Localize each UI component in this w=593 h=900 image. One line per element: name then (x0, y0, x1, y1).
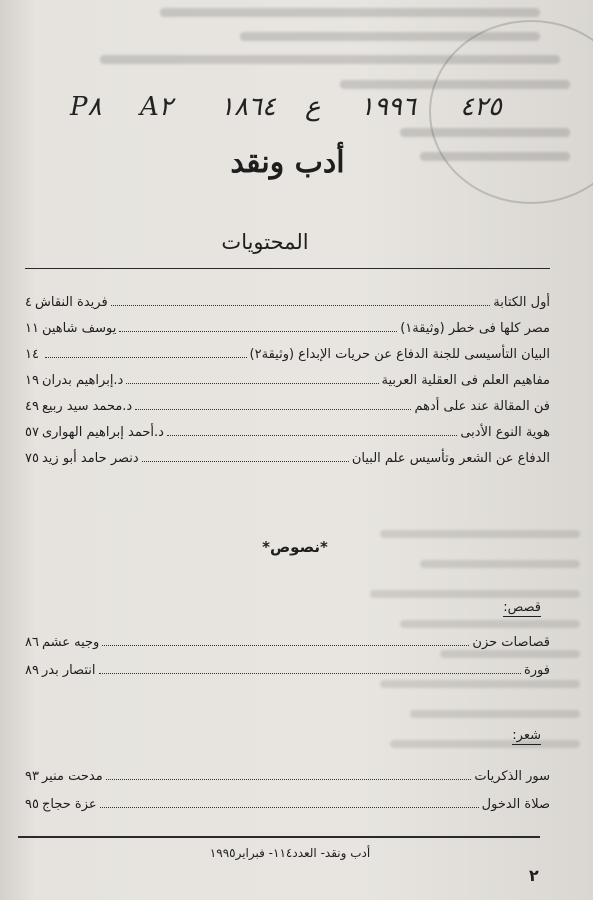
poem-title: صلاة الدخول (481, 797, 550, 812)
toc-entry[interactable] (25, 340, 550, 362)
poetry-label: شعر: (512, 728, 541, 743)
handwritten-mark: ع (305, 92, 321, 122)
leader-dots (119, 331, 397, 332)
handwritten-mark: ١٩٩٦ (360, 92, 416, 122)
toc-entry[interactable] (25, 288, 550, 310)
handwritten-mark: ٤٢٥ (460, 92, 502, 122)
story-entry[interactable] (25, 656, 550, 678)
toc-entry[interactable] (25, 392, 550, 414)
issue-footer: أدب ونقد- العدد١١٤- فبراير١٩٩٥ (209, 846, 371, 860)
story-entry[interactable] (25, 628, 550, 650)
footer-divider (18, 836, 540, 838)
toc-title: فن المقالة عند على أدهم (414, 399, 550, 414)
poem-page: ٩٣ (25, 769, 39, 784)
contents-title: المحتويات (221, 230, 309, 254)
poem-entry[interactable] (25, 762, 550, 784)
story-author: انتصار بدر (41, 663, 96, 678)
handwritten-catalog-note (70, 92, 540, 132)
leader-dots (167, 435, 457, 436)
leader-dots (99, 673, 521, 674)
leader-dots (45, 357, 247, 358)
toc-title: هوية النوع الأدبى (460, 425, 550, 440)
toc-title: البيان التأسيسى للجنة الدفاع عن حريات الإبداع (وثيقة٢) (249, 347, 550, 362)
toc-author: فريدة النقاش (34, 295, 108, 310)
toc-page: ٧٥ (25, 451, 39, 466)
toc-title: أول الكتابة (493, 295, 550, 310)
toc-page: ١٤ (25, 347, 39, 362)
handwritten-mark: ١٨٦٤ (220, 92, 276, 122)
story-page: ٨٩ (25, 663, 39, 678)
handwritten-mark: P٨ (70, 92, 102, 122)
leader-dots (102, 645, 469, 646)
stories-list (25, 628, 550, 688)
toc-page: ٤٩ (25, 399, 39, 414)
poem-entry[interactable] (25, 790, 550, 812)
story-title: فورة (523, 663, 550, 678)
divider (25, 268, 550, 269)
leader-dots (111, 305, 491, 306)
story-author: وجيه عشم (41, 635, 100, 650)
toc-page: ٥٧ (25, 425, 39, 440)
leader-dots (126, 383, 378, 384)
toc-entry[interactable] (25, 418, 550, 440)
magazine-logo: أدب ونقد (230, 145, 345, 180)
toc-entry[interactable] (25, 366, 550, 388)
toc-title: مفاهيم العلم فى العقلية العربية (381, 373, 550, 388)
handwritten-mark: A٢ (140, 92, 173, 122)
toc-title: الدفاع عن الشعر وتأسيس علم البيان (351, 451, 550, 466)
leader-dots (100, 807, 479, 808)
poem-author: عزة حجاج (41, 797, 97, 812)
toc-page: ٤ (25, 295, 32, 310)
toc-entry[interactable] (25, 314, 550, 336)
story-page: ٨٦ (25, 635, 39, 650)
toc-author: د.إبراهيم بدران (41, 373, 124, 388)
toc-author: د.أحمد إبراهيم الهوارى (41, 425, 164, 440)
poem-title: سور الذكريات (474, 769, 550, 784)
poetry-list (25, 762, 550, 822)
toc-author: يوسف شاهين (41, 321, 117, 336)
story-title: قصاصات حزن (472, 635, 550, 650)
leader-dots (106, 779, 472, 780)
poem-page: ٩٥ (25, 797, 39, 812)
table-of-contents (25, 288, 550, 488)
texts-section-title: *نصوص* (262, 538, 328, 556)
page-number: ٢ (529, 866, 539, 885)
toc-author: د.محمد سيد ربيع (41, 399, 133, 414)
poem-author: مدحت منير (41, 769, 103, 784)
leader-dots (135, 409, 411, 410)
toc-title: مصر كلها فى خطر (وثيقة١) (400, 321, 550, 336)
stories-label: قصص: (503, 600, 541, 615)
toc-author: دنصر حامد أبو زيد (41, 451, 139, 466)
leader-dots (142, 461, 349, 462)
toc-page: ١١ (25, 321, 39, 336)
toc-entry[interactable] (25, 444, 550, 466)
toc-page: ١٩ (25, 373, 39, 388)
